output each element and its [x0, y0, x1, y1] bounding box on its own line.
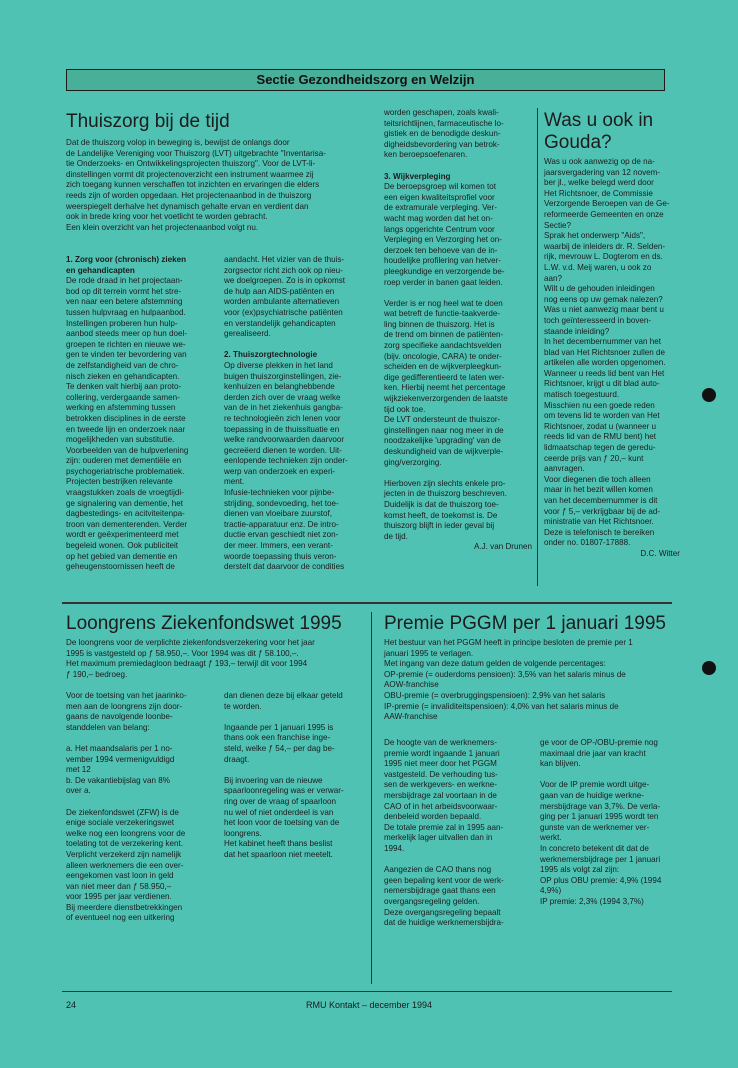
article-title: Was u ook in Gouda?: [544, 110, 654, 153]
article-column: [224, 691, 370, 861]
article-column: [544, 157, 680, 560]
article-column: [66, 255, 216, 583]
punch-hole-mark: [702, 388, 716, 402]
intro-text: De loongrens voor de verplichte ziekenfondsverzekering voor het jaar 1995 is vastgesteld op ƒ 58.950,–. Voor 1994 was dit ƒ 58.100,–. Het maximum premiedagloon bedraagt ƒ 193,– terwijl dit voor 1994 ƒ 190,– bedroeg.: [66, 638, 315, 679]
paragraph: ge voor de OP-/OBU-premie nog maximaal drie jaar van kracht kan blijven.: [540, 738, 658, 769]
paragraph: Voor de IP premie wordt uitge- gaan van de huidige werkne- mersbijdrage van 3,7%. De verla- ging per 1 januari 1995 wordt ten gunste van de werknemer ver- werkt. In concreto betekent dit dat de werknemersbijdrage per 1 januari 1995 als volgt zal zijn: OP plus OBU premie: 4,9% (1994 4,9%) IP premie: 2,3% (1994 3,7%): [540, 780, 662, 906]
article-intro: [66, 638, 366, 691]
paragraph: Was u ook aanwezig op de na- jaarsvergadering van 12 novem- ber jl., welke belegd werd door Het Richtsnoer, de Commissie Verzorgende Beroepen van de Ge- reformeerde Gemeenten en onze Sectie? Sprak het onderwerp "Aids", waarbij de inleiders dr. R. Selden- rijk, mevrouw L. Dogterom en ds. L.W. v.d. Meij waren, u ook zo aan? Wilt u de gehouden inleidingen nog eens op uw gemak nalezen? Was u niet aanwezig maar bent u toch geïnteresseerd in boven- staande inleiding? In het decembernummer van het blad van Het Richtsnoer zullen de artikelen alle worden opgenomen. Wanneer u reeds lid bent van Het Richtsnoer, krijgt u dit blad auto- matisch toegestuurd. Misschien nu een goede reden om tevens lid te worden van Het Richtsnoer, zodat u (wanneer u reeds lid van de RMU bent) het lidmaatschap tegen de geredu- ceerde prijs van ƒ 20,– kunt aanvragen. Voor diegenen die toch alleen maar in het bezit willen komen van het decembernummer is dit voor ƒ 5,– verkrijgbaar bij de ad- ministratie van Het Richtsnoer. Deze is telefonisch te bereiken onder no. 01807-17888.: [544, 157, 670, 548]
article-column: [224, 255, 374, 583]
paragraph: Ingaande per 1 januari 1995 is thans ook een franchise inge- steld, welke ƒ 54,– per dag be- draagt.: [224, 722, 335, 764]
paragraph: worden geschapen, zoals kwali- teitsrichtlijnen, farmaceutische lo- gistiek en de benodigde deskun- digheidsbevordering van betrok- ken beroepsoefenaren.: [384, 108, 504, 160]
paragraph: Op diverse plekken in het land buigen thuiszorginstellingen, zie- kenhuizen en belanghebbende derden zich over de vraag welke van de in het ziekenhuis gangba- re technologieën zich lenen voor toepassing in de thuissituatie en welke randvoorwaarden daarvoor gecreëerd dienen te worden. Uit- eenlopende technieken zijn onder- werp van onderzoek en experi- ment. Infusie-technieken voor pijnbe- strijding, sondevoeding, het toe- dienen van vloeibare zuurstof, tractie-apparatuur enz. De intro- ductie ervan geschiedt niet zon- der meer. Immers, een verant- woorde toepassing thuis veron- dersteIt dat daarvoor de condities: [224, 360, 348, 572]
column-rule: [537, 108, 538, 586]
footer-title: RMU Kontakt – december 1994: [305, 1000, 433, 1010]
article-column: [66, 691, 214, 924]
paragraph: De beroepsgroep wil komen tot een eigen kwaliteitsprofiel voor de extramurale verpleging. Ver- wacht mag worden dat het on- langs opgerichte Centrum voor Verpleging en Verzorging het on- derzoek ten behoeve van de in- houdelijke profilering van hetver- pleegkundige en verzorgende be- roep verder in banen gaat leiden.: [384, 182, 505, 287]
paragraph: De hoogte van de werknemers- premie wordt ingaande 1 januari 1995 niet meer door het PGGM vastgesteld. De verhouding tus- sen de werkgevers- en werkne- mersbijdrage zal voortaan in de CAO of in het arbeidsvoorwaar- denbeleid worden bepaald. De totale premie zal in 1995 aan- merkelijk lager uitvallen dan in 1994.: [384, 738, 504, 853]
article-title: Loongrens Ziekenfondswet 1995: [66, 613, 342, 634]
author: A.J. van Drunen: [473, 542, 532, 552]
article-title: Thuiszorg bij de tijd: [66, 111, 230, 132]
article-intro: [384, 638, 684, 733]
list: a. Het maandsalaris per 1 no- vember 1994 vermenigvuldigd met 12 b. De vakantiebijslag van 8% over a.: [66, 743, 175, 796]
paragraph: De ziekenfondswet (ZFW) is de enige sociale verzekeringswet welke nog een loongrens voor de toelating tot de verzekering kent. Verplicht verzekerd zijn namelijk alleen werknemers die een over- eengekomen vast loon in geld van niet meer dan ƒ 58.950,– voor 1995 per jaar verdienen. Bij meerdere dienstbetrekkingen of eventueel nog een uitkering: [66, 807, 186, 923]
article-column: [540, 738, 680, 908]
author: D.C. Witter: [640, 548, 680, 558]
paragraph: aandacht. Het vizier van de thuis- zorgsector richt zich ook op nieu- we doelgroepen. Zo is in opkomst de hulp aan AIDS-patiënten en worden ambulante alternatieven voor (ex)psychiatrische patiënten en verstandelijk gehandicapten gerealiseerd.: [224, 255, 346, 339]
intro-text: Dat de thuiszorg volop in beweging is, bewijst de onlangs door de Landelijke Vereniging voor Thuiszorg (LVT) uitgebrachte "Inventarisa- tie Onderzoeks- en Ontwikkelingsprojecten thuiszorg". Voor de LVT-li- dinstellingen vormt dit projectenoverzicht een instrument waarmee zij zich toegang kunnen verschaffen tot inzichten en ervaringen die elders reeds zijn of worden opgedaan. Het projectenaanbod in de thuiszorg weerspiegelt derhalve het dynamisch gehalte ervan en verdient dan ook in brede kring voor het voetlicht te worden gebracht. Een klein overzicht van het projectenaanbod volgt nu.: [66, 138, 326, 232]
punch-hole-mark: [702, 661, 716, 675]
column-rule: [371, 612, 372, 984]
section-band: Sectie Gezondheidszorg en Welzijn: [66, 69, 665, 91]
article-column: [384, 738, 530, 929]
paragraph: Bij invoering van de nieuwe spaarloonregeling was er verwar- ring over de vraag of spaarloon nu wel of niet onderdeel is van het loon voor de toetsing van de loongrens. Het kabinet heeft thans beslist dat het spaarloon niet meetelt.: [224, 775, 344, 859]
paragraph: Voor de toetsing van het jaarinko- men aan de loongrens zijn door- gaans de navolgende loonbe- standdelen van belang:: [66, 691, 187, 732]
article-column: [384, 108, 532, 553]
paragraph: De rode draad in het projectaan- bod op dit terrein vormt het stre- ven naar een betere afstemming tussen hulpvraag en hulpaanbod. Instellingen proberen hun hulp- aanbod steeds meer op hun doel- groepen te richten en nieuwe we- gen te vinden ter bevordering van de zelfstandigheid van de chro- nisch zieken en gehandicapten. Te denken valt hierbij aan proto- collering, verdergaande samen- werking en afstemming tussen betrokken disciplines in de eerste en tweede lijn en onderzoek naar mogelijkheden van substitutie. Voorbeelden van de hulpverlening zijn: ouderen met dementiële en psychogeriatrische problematiek. Projecten bestrijken relevante vraagstukken zoals de vroegtijdi- ge signalering van dementie, het dagbestedings- en acitviteitenpa- troon van dementerenden. Verder wordt er geëxperimenteerd met begeleid wonen. Ook publiciteit op het gebied van dementie en geheugenstoornissen heeft de: [66, 276, 189, 572]
section-divider: [62, 602, 672, 604]
footer-rule: [62, 991, 672, 992]
intro-text: Het bestuur van het PGGM heeft in principe besloten de premie per 1 januari 1995 te verlagen. Met ingang van deze datum gelden de volgende percentages: OP-premie (= ouderdoms pensioen): 3,5% van het salaris minus de AOW-franchise OBU-premie (= overbruggingspensioen): 2,9% van het salaris IP-premie (= invaliditeitspensioen): 4,0% van het salaris minus de AAW-franchise: [384, 638, 633, 722]
subheading: 1. Zorg voor (chronisch) zieken en gehandicapten: [66, 255, 187, 275]
paragraph: Verder is er nog heel wat te doen wat betreft de functie-taakverde- ling binnen de thuiszorg. Het is de trend om binnen de patiënten- zorg specifieke aandachtsvelden (bijv. oncologie, CARA) te onder- scheiden en de wijkverpleegkun- dige gedifferentieerd te laten wer- ken. Hierbij neemt het percentage wijkziekenverzorgenden de laatste tijd ook toe. De LVT ondersteunt de thuiszor- ginstellingen naar nog meer in de noodzakelijke 'upgrading' van de deskundigheid van de wijkverple- ging/verzorging.: [384, 298, 508, 467]
paragraph: Aangezien de CAO thans nog geen bepaling kent voor de werk- nemersbijdrage gaat thans een overgangsregeling gelden. Deze overgangsregeling bepaalt dat de huidige werknemersbijdra-: [384, 865, 504, 928]
article-title: Premie PGGM per 1 januari 1995: [384, 613, 666, 634]
page-number: 24: [66, 1000, 77, 1010]
paragraph: dan dienen deze bij elkaar geteld te worden.: [224, 691, 343, 711]
article-intro: [66, 138, 376, 244]
subheading: 3. Wijkverpleging: [384, 171, 451, 181]
paragraph: Hierboven zijn slechts enkele pro- jecten in de thuiszorg beschreven. Duidelijk is dat de thuiszorg toe- komst heeft, de toekomst is. De thuiszorg blijft in ieder geval bij de tijd.: [384, 478, 507, 541]
subheading: 2. Thuiszorgtechnologie: [224, 350, 318, 360]
